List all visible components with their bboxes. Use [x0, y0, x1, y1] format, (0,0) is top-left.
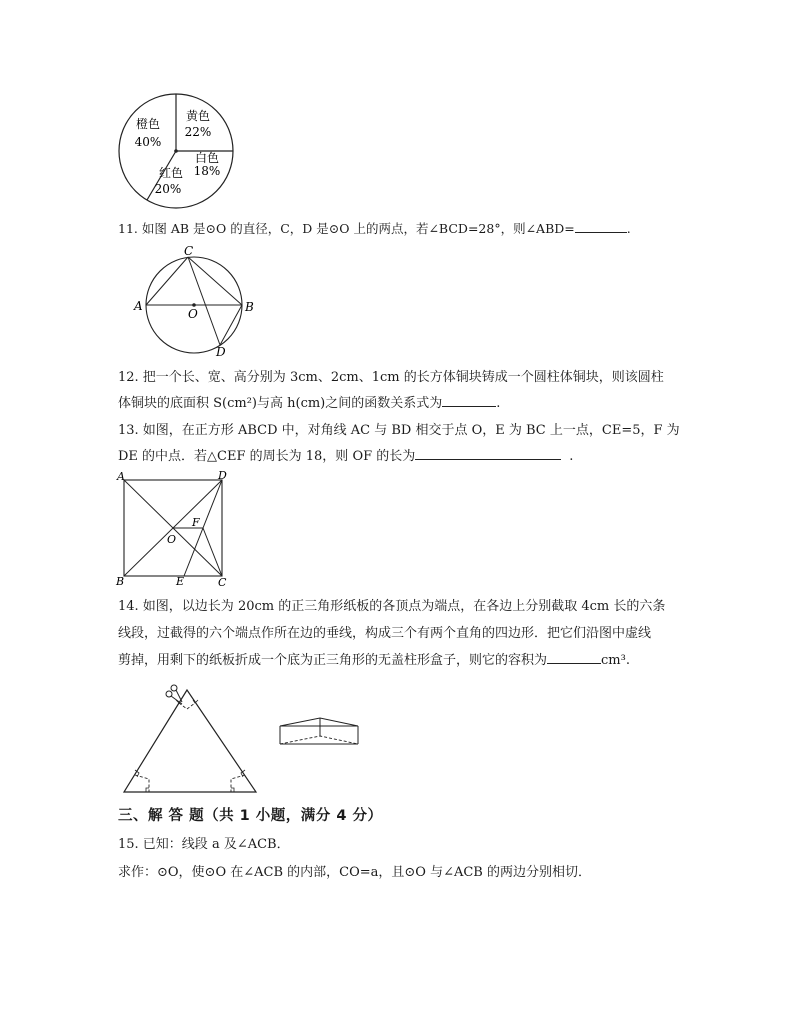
- q14-answer-blank[interactable]: [547, 649, 601, 664]
- q14-text: 剪掉，用剩下的纸板折成一个底为正三角形的无盖柱形盒子，则它的容积为: [118, 653, 548, 668]
- pie-label-yellow: 黄色: [185, 109, 211, 123]
- question-15-line-1: 15. 已知：线段 a 及∠ACB．: [118, 837, 290, 852]
- q14-unit: cm³.: [601, 653, 630, 668]
- pie-label-red: 红色: [158, 166, 184, 180]
- q11-end: .: [626, 221, 631, 236]
- pie-pct-white: 18%: [193, 164, 221, 178]
- q11-chord-cd: [188, 257, 220, 345]
- question-15-line-2: 求作：⊙O，使⊙O 在∠ACB 的内部，CO=a，且⊙O 与∠ACB 的两边分别相切．: [118, 865, 591, 880]
- q12-end: .: [496, 396, 501, 411]
- q11-answer-blank[interactable]: [575, 218, 627, 233]
- q13-label-e: E: [176, 575, 185, 588]
- question-14-line-2: 线段，过截得的六个端点作所在边的垂线，构成三个有两个直角的四边形．把它们沿图中虚线: [118, 626, 652, 641]
- question-14-line-1: 14. 如图，以边长为 20cm 的正三角形纸板的各顶点为端点，在各边上分别截取 4cm 长的六条: [118, 599, 666, 614]
- q14-box-hidden-edges: [280, 736, 358, 744]
- q12-answer-blank[interactable]: [442, 392, 496, 407]
- question-12-line-1: 12. 把一个长、宽、高分别为 3cm、2cm、1cm 的长方体铜块铸成一个圆柱体铜块，则该圆柱: [118, 370, 664, 385]
- q11-text: 11. 如图 AB 是⊙O 的直径，C，D 是⊙O 上的两点，若∠BCD=28°，则∠ABD=: [118, 221, 575, 236]
- q13-label-f: F: [192, 516, 200, 529]
- q11-label-d: D: [216, 345, 226, 359]
- q14-triangle-figure: [116, 682, 268, 796]
- q14-box-figure: [274, 714, 364, 750]
- question-13-line-1: 13. 如图，在正方形 ABCD 中，对角线 AC 与 BD 相交于点 O，E 为 BC 上一点，CE=5，F 为: [118, 423, 680, 438]
- pie-pct-yellow: 22%: [184, 125, 212, 139]
- q13-text: DE 的中点．若△CEF 的周长为 18，则 OF 的长为: [118, 449, 416, 464]
- q12-text: 体铜块的底面积 S(cm²)与高 h(cm)之间的函数关系式为: [118, 396, 443, 411]
- q11-chord-cb: [188, 257, 242, 305]
- q11-circle-figure: [128, 244, 258, 360]
- q14-right-cut-line: [231, 775, 245, 792]
- pie-pct-red: 20%: [154, 182, 182, 196]
- q14-box-top-triangle: [280, 718, 358, 726]
- pie-label-white: 白色: [194, 151, 220, 165]
- q11-label-o: O: [188, 307, 198, 321]
- q11-label-a: A: [134, 299, 143, 313]
- q13-label-b: B: [116, 575, 125, 588]
- pie-label-orange: 橙色: [135, 117, 161, 131]
- pie-pct-orange: 40%: [134, 135, 162, 149]
- question-13-line-2: [118, 444, 573, 470]
- section-heading: 三、解 答 题（共 1 小题，满分 4 分）: [118, 808, 383, 824]
- q13-label-c: C: [218, 576, 227, 589]
- q13-square-figure: [112, 470, 242, 590]
- pie-center-dot: [174, 149, 178, 153]
- q11-chord-bd: [220, 305, 242, 345]
- q11-label-c: C: [184, 244, 194, 258]
- question-11: [118, 216, 631, 242]
- q13-label-a: A: [117, 470, 125, 483]
- q14-left-cut-line: [135, 775, 149, 792]
- pie-chart: [118, 90, 238, 210]
- q13-label-o: O: [167, 533, 177, 546]
- q14-triangle: [124, 690, 256, 792]
- q13-label-d: D: [218, 470, 227, 482]
- question-12-line-2: [118, 391, 500, 417]
- q13-segment-fc: [203, 528, 222, 576]
- q13-answer-blank[interactable]: [415, 445, 561, 460]
- q13-end: .: [569, 449, 574, 464]
- question-14-line-3: [118, 648, 630, 674]
- q11-label-b: B: [245, 300, 254, 314]
